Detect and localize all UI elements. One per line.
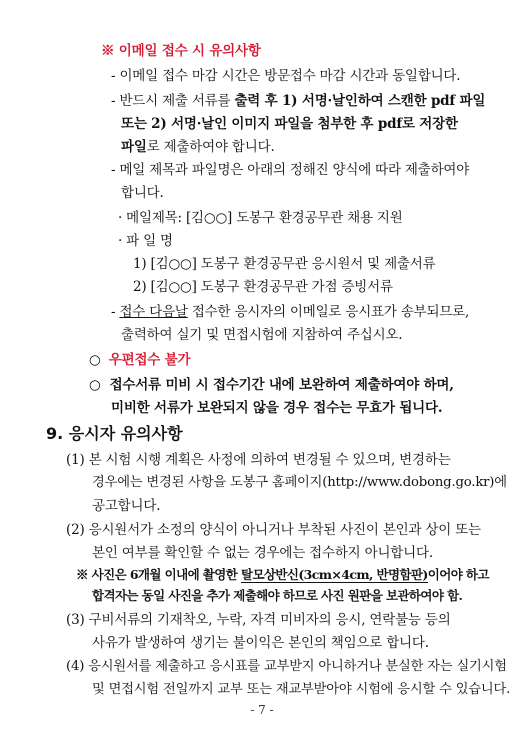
- photo-size-underlined: 탈모상반신(3cm×4cm, 반명함판): [240, 567, 428, 582]
- bullet-line: [89, 376, 454, 394]
- photo-note: [76, 566, 489, 584]
- email-note-text: 접수한 응시자의 이메일로 응시표가 송부되므로,: [187, 304, 470, 320]
- circle-bullet: ○: [89, 377, 101, 393]
- bullet-line: [89, 351, 190, 369]
- section-9-title: 9. 응시자 유의사항: [46, 424, 183, 443]
- notice-item-cont: 경우에는 변경된 사항을 도봉구 홈페이지(http://www.dobong.go.kr)에: [92, 475, 507, 490]
- notice-item-cont: 사유가 발생하여 생기는 불이익은 본인의 책임으로 합니다.: [92, 635, 429, 651]
- email-subject-format: · 메일제목: [김○○] 도봉구 환경공무관 채용 지원: [118, 210, 403, 226]
- notice-item: (3) 구비서류의 기재착오, 누락, 자격 미비자의 응시, 연락불능 등의: [66, 612, 451, 628]
- no-postal-notice: 우편접수 불가: [108, 352, 191, 368]
- photo-note-text: ※ 사진은 6개월 이내에 촬영한: [76, 567, 241, 582]
- email-note-line: - 메일 제목과 파일명은 아래의 정해진 양식에 따라 제출하여야: [111, 162, 470, 178]
- email-note-line: 합니다.: [121, 185, 164, 201]
- email-note-line: [111, 303, 469, 321]
- email-note-text: -: [111, 304, 120, 320]
- file-name-item: 2) [김○○] 도봉구 환경공무관 가점 증빙서류: [133, 279, 393, 295]
- photo-note-cont: 합격자는 동일 사진을 추가 제출해야 하므로 사진 원판을 보관하여야 함.: [92, 588, 463, 603]
- file-name-label: · 파 일 명: [118, 233, 173, 249]
- email-note-line: [121, 138, 275, 156]
- notice-item-cont: 본인 여부를 확인할 수 없는 경우에는 접수하지 아니합니다.: [92, 545, 433, 561]
- file-name-item: 1) [김○○] 도봉구 환경공무관 응시원서 및 제출서류: [133, 256, 436, 272]
- notice-item-cont: 공고합니다.: [92, 498, 161, 514]
- notice-item: (1) 본 시험 시행 계획은 사정에 의하여 변경될 수 있으며, 변경하는: [66, 452, 451, 468]
- email-notes-heading: ※ 이메일 접수 시 유의사항: [101, 43, 261, 59]
- notice-item: (4) 응시원서를 제출하고 응시표를 교부받지 아니하거나 분실한 자는 실기시험: [66, 659, 507, 674]
- notice-item: (2) 응시원서가 소정의 양식이 아니거나 부착된 사진이 본인과 상이 또는: [66, 522, 481, 538]
- email-note-line: - 이메일 접수 마감 시간은 방문접수 마감 시간과 동일합니다.: [111, 68, 461, 84]
- email-note-bold: 출력 후 1) 서명·날인하여 스캔한 pdf 파일: [234, 93, 486, 109]
- email-note-text: 로 제출하여야 합니다.: [146, 139, 275, 155]
- email-note-bold-line: 또는 2) 서명·날인 이미지 파일을 첨부한 후 pdf로 저장한: [121, 116, 458, 132]
- incomplete-docs-notice-cont: 미비한 서류가 보완되지 않을 경우 접수는 무효가 됩니다.: [111, 400, 443, 416]
- email-note-underlined: 접수 다음날: [119, 304, 188, 320]
- email-note-bold: 파일: [121, 139, 147, 155]
- circle-bullet: ○: [89, 352, 101, 368]
- email-note-text: - 반드시 제출 서류를: [111, 93, 235, 109]
- notice-item-cont: 및 면접시험 전일까지 교부 또는 재교부받아야 시험에 응시할 수 있습니다.: [92, 682, 511, 697]
- photo-note-text: 이어야 하고: [427, 567, 489, 582]
- incomplete-docs-notice: 접수서류 미비 시 접수기간 내에 보완하여 제출하여야 하며,: [109, 377, 454, 393]
- email-note-line: [111, 92, 485, 110]
- email-note-line: 출력하여 실기 및 면접시험에 지참하여 주십시오.: [121, 327, 403, 343]
- page-number: - 7 -: [250, 703, 274, 717]
